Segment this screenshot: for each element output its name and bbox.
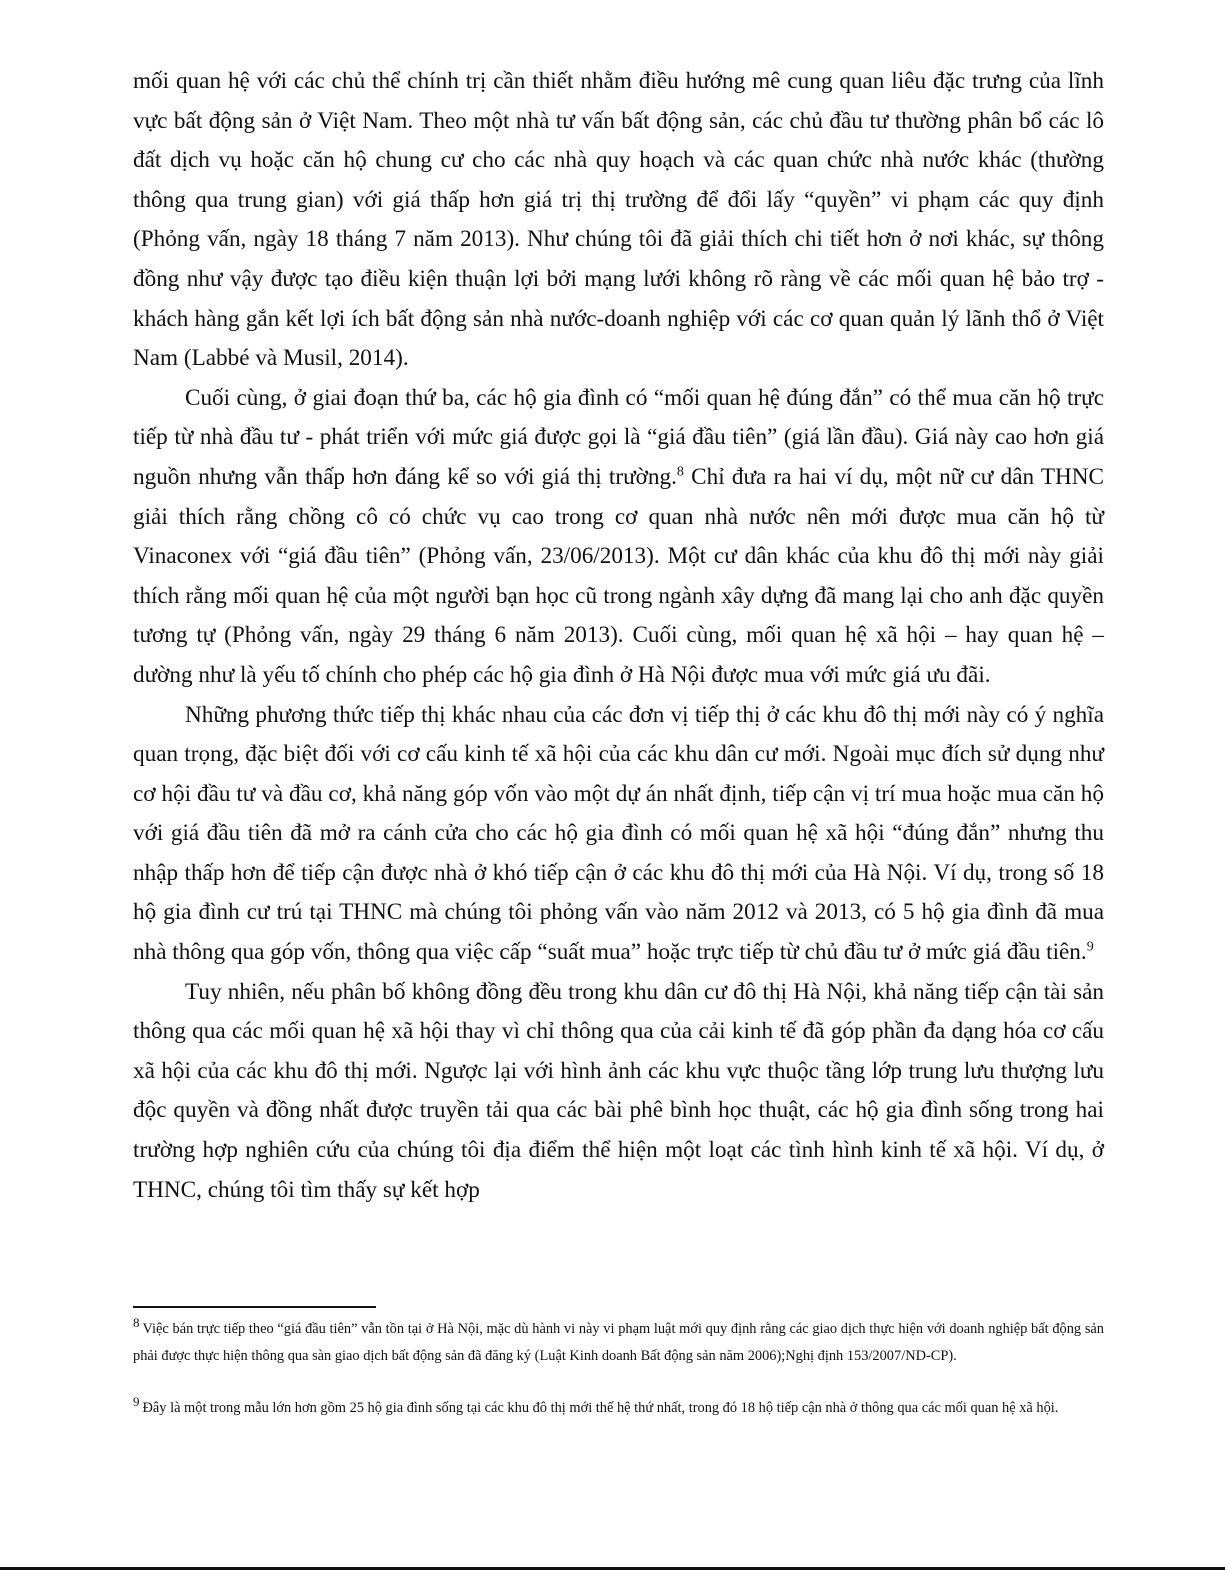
paragraph-social-diversity: Tuy nhiên, nếu phân bố không đồng đều trong khu dân cư đô thị Hà Nội, khả năng tiếp cận tài sản thông qua các mối quan hệ xã hội thay vì chỉ thông qua của cải kinh tế đã góp phần đa dạng hóa cơ cấu xã hội của các khu đô thị mới. Ngược lại với hình ảnh các khu vực thuộc tầng lớp trung lưu thượng lưu độc quyền và đồng nhất được truyền tải qua các bài phê bình học thuật, các hộ gia đình sống trong hai trường hợp nghiên cứu của chúng tôi địa điểm thể hiện một loạt các tình hình kinh tế xã hội. Ví dụ, ở THNC, chúng tôi tìm thấy sự kết hợp [133, 978, 1104, 1203]
page-bottom-rule [0, 1567, 1225, 1570]
footnote-8 [133, 1316, 1104, 1369]
footnote-9 [133, 1395, 1104, 1422]
paragraph-text: Những phương thức tiếp thị khác nhau của các đơn vị tiếp thị ở các khu đô thị mới này có ý nghĩa quan trọng, đặc biệt đối với cơ cấu kinh tế xã hội của các khu dân cư mới. Ngoài mục đích sử dụng như cơ hội đầu tư và đầu cơ, khả năng góp vốn vào một dự án nhất định, tiếp cận vị trí mua hoặc mua căn hộ với giá đầu tiên đã mở ra cánh cửa cho các hộ gia đình có mối quan hệ xã hội “đúng đắn” nhưng thu nhập thấp hơn để tiếp cận được nhà ở khó tiếp cận ở các khu đô thị mới của Hà Nội. Ví dụ, trong số 18 hộ gia đình cư trú tại THNC mà chúng tôi phỏng vấn vào năm 2012 và 2013, có 5 hộ gia đình đã mua nhà thông qua góp vốn, thông qua việc cấp “suất mua” hoặc trực tiếp từ chủ đầu tư ở mức giá đầu tiên. [133, 701, 1104, 966]
footnote-number: 9 [133, 1394, 140, 1410]
footnote-reference-8[interactable]: 8 [676, 464, 684, 480]
footnote-text: Việc bán trực tiếp theo “giá đầu tiên” vẫn tồn tại ở Hà Nội, mặc dù hành vi này vi phạm luật mới quy định rằng các giao dịch thực hiện với doanh nghiệp bất động sản phải được thực hiện thông qua sàn giao dịch bất động sản đã đăng ký (Luật Kinh doanh Bất động sản năm 2006);Nghị định 153/2007/ND-CP). [133, 1321, 1104, 1364]
paragraph-third-stage [133, 379, 1104, 696]
paragraph-text: Chỉ đưa ra hai ví dụ, một nữ cư dân THNC giải thích rằng chồng cô có chức vụ cao trong cơ quan nhà nước nên mới được mua căn hộ từ Vinaconex với “giá đầu tiên” (Phỏng vấn, 23/06/2013). Một cư dân khác của khu đô thị mới này giải thích rằng mối quan hệ của một người bạn học cũ trong ngành xây dựng đã mang lại cho anh đặc quyền tương tự (Phỏng vấn, ngày 29 tháng 6 năm 2013). Cuối cùng, mối quan hệ xã hội – hay quan hệ – dường như là yếu tố chính cho phép các hộ gia đình ở Hà Nội được mua với mức giá ưu đãi. [133, 463, 1105, 688]
body-text [133, 62, 1104, 1210]
footnote-number: 8 [133, 1315, 140, 1331]
footnotes [133, 1316, 1104, 1422]
paragraph-continuation: mối quan hệ với các chủ thể chính trị cần thiết nhằm điều hướng mê cung quan liêu đặc trưng của lĩnh vực bất động sản ở Việt Nam. Theo một nhà tư vấn bất động sản, các chủ đầu tư thường phân bổ các lô đất dịch vụ hoặc căn hộ chung cư cho các nhà quy hoạch và các quan chức nhà nước khác (thường thông qua trung gian) với giá thấp hơn giá trị thị trường để đổi lấy “quyền” vi phạm các quy định (Phỏng vấn, ngày 18 tháng 7 năm 2013). Như chúng tôi đã giải thích chi tiết hơn ở nơi khác, sự thông đồng như vậy được tạo điều kiện thuận lợi bởi mạng lưới không rõ ràng về các mối quan hệ bảo trợ - khách hàng gắn kết lợi ích bất động sản nhà nước-doanh nghiệp với các cơ quan quản lý lãnh thổ ở Việt Nam (Labbé và Musil, 2014). [133, 68, 1104, 372]
footnote-reference-9[interactable]: 9 [1086, 939, 1094, 955]
footnote-separator [133, 1306, 376, 1308]
footnote-text: Đây là một trong mẫu lớn hơn gồm 25 hộ gia đình sống tại các khu đô thị mới thế hệ thứ nhất, trong đó 18 hộ tiếp cận nhà ở thông qua các mối quan hệ xã hội. [142, 1400, 1059, 1416]
paragraph-marketing-methods [133, 696, 1104, 973]
paragraph-text: Cuối cùng, ở giai đoạn thứ ba, các hộ gia đình có “mối quan hệ đúng đắn” có thể mua căn hộ trực tiếp từ nhà đầu tư - phát triển với mức giá được gọi là “giá đầu tiên” (giá lần đầu). Giá này cao hơn giá nguồn nhưng vẫn thấp hơn đáng kể so với giá thị trường. [133, 384, 1104, 490]
